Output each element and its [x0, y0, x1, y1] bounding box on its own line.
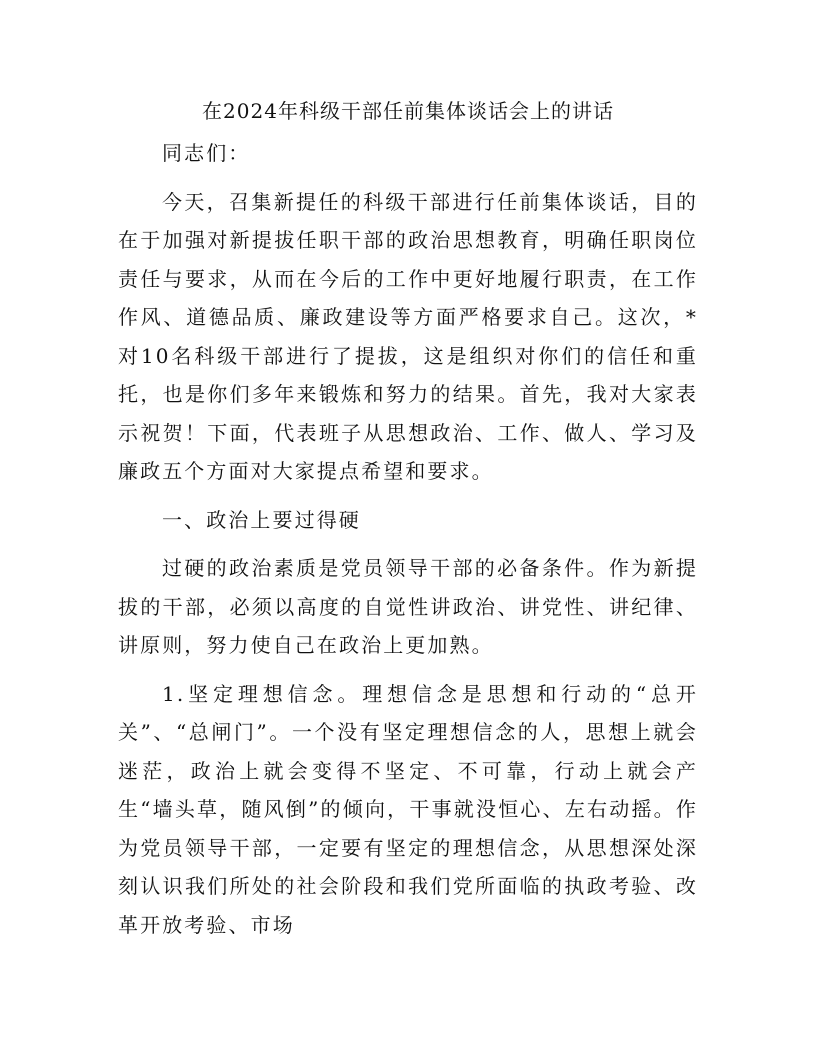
- document-title: 在2024年科级干部任前集体谈话会上的讲话: [202, 99, 614, 123]
- greeting: 同志们：: [162, 141, 251, 165]
- document-body: [118, 92, 698, 954]
- paragraph-ideals-beliefs: 1.坚定理想信念。理想信念是思想和行动的“总开关”、“总闸门”。一个没有坚定理想信念的人，思想上就会迷茫，政治上就会变得不坚定、不可靠，行动上就会产生“墙头草，随风倒”的倾向，干事就没恒心、左右动摇。作为党员领导干部，一定要有坚定的理想信念，从思想深处深刻认识我们所处的社会阶段和我们党所面临的执政考验、改革开放考验、市场: [118, 681, 698, 937]
- paragraph-political-quality: 过硬的政治素质是党员领导干部的必备条件。作为新提拔的干部，必须以高度的自觉性讲政治、讲党性、讲纪律、讲原则，努力使自己在政治上更加熟。: [118, 556, 698, 657]
- paragraph-intro: 今天，召集新提任的科级干部进行任前集体谈话，目的在于加强对新提拔任职干部的政治思想教育，明确任职岗位责任与要求，从而在今后的工作中更好地履行职责，在工作作风、道德品质、廉政建设等方面严格要求自己。这次，*对10名科级干部进行了提拔，这是组织对你们的信任和重托，也是你们多年来锻炼和努力的结果。首先，我对大家表示祝贺！下面，代表班子从思想政治、工作、做人、学习及廉政五个方面对大家提点希望和要求。: [118, 189, 698, 483]
- section-heading-1: 一、政治上要过得硬: [162, 507, 361, 532]
